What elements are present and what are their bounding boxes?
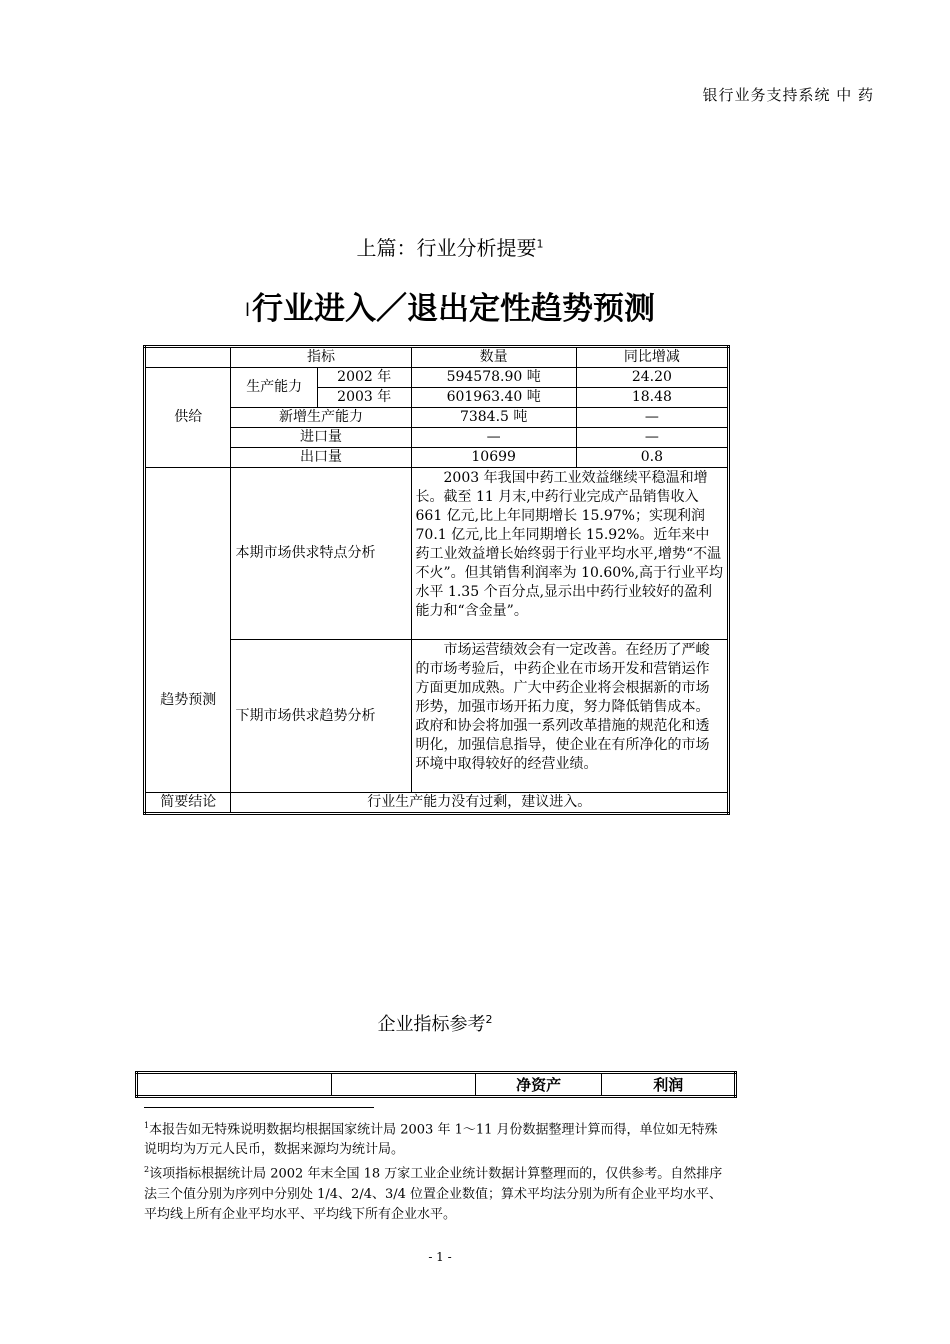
next-analysis-label: 下期市场供求趋势分析	[231, 640, 411, 793]
footnote-number: 1	[144, 1121, 150, 1130]
title-marker: l	[244, 300, 250, 321]
enterprise-indicator-table	[135, 1071, 737, 1098]
export-label: 出口量	[231, 448, 411, 468]
year-cell: 2003 年	[317, 388, 411, 408]
capacity-label: 生产能力	[231, 368, 317, 408]
header-quantity: 数量	[411, 347, 576, 368]
new-capacity-label: 新增生产能力	[231, 408, 411, 428]
section-title-text: 企业指标参考	[377, 1014, 486, 1035]
table-header-row	[145, 347, 729, 368]
header-net-assets: 净资产	[475, 1073, 601, 1097]
footnote-number: 2	[144, 1165, 150, 1175]
footnote-text: 该项指标根据统计局 2002 年末全国 18 万家工业企业统计数据计算整理而的，仅供参考。自然排序法三个值分别为序列中分别处 1/4、2/4、3/4 位置企业数值；算术平均法分别为所有企业平均水平、平均线上所有企业平均水平、平均线下所有企业水平。	[144, 1166, 723, 1222]
current-analysis-text: 2003 年我国中药工业效益继续平稳温和增长。截至 11 月末,中药行业完成产品销售收入 661 亿元,比上年同期增长 15.97%；实现利润 70.1 亿元,比上年同期增长 15.92%。近年来中药工业效益增长始终弱于行业平均水平,增势“不温不火”。但其销售利润率为 10.60%,高于行业平均水平 1.35 个百分点,显示出中药行业较好的盈利能力和“含金量”。	[411, 468, 729, 640]
quantity-cell: 7384.5 吨	[411, 408, 576, 428]
quantity-cell: 601963.40 吨	[411, 388, 576, 408]
yoy-cell: —	[576, 408, 728, 428]
part-title	[0, 232, 900, 261]
next-analysis-text: 市场运营绩效会有一定改善。在经历了严峻的市场考验后，中药企业在市场开发和营销运作方面更加成熟。广大中药企业将会根据新的市场形势，加强市场开拓力度，努力降低销售成本。政府和协会将加强一系列改革措施的规范化和透明化，加强信息指导，使企业在有所净化的市场环境中取得较好的经营业绩。	[411, 640, 729, 793]
table-header-row	[137, 1073, 736, 1097]
part-title-text: 上篇：行业分析提要	[356, 236, 537, 260]
header-yoy: 同比增减	[576, 347, 728, 368]
table-row	[145, 793, 729, 814]
header-blank	[145, 347, 231, 368]
footnote-separator	[144, 1107, 374, 1108]
table-row	[145, 448, 729, 468]
supply-label: 供给	[145, 368, 231, 468]
footnote-ref-2: 2	[485, 1013, 493, 1026]
header-profit: 利润	[602, 1073, 736, 1097]
table-row	[145, 428, 729, 448]
year-cell: 2002 年	[317, 368, 411, 388]
header-cell	[137, 1073, 332, 1097]
conclusion-text: 行业生产能力没有过剩，建议进入。	[231, 793, 729, 814]
main-title-text: 行业进入／退出定性趋势预测	[252, 291, 655, 327]
quantity-cell: 10699	[411, 448, 576, 468]
yoy-cell: 0.8	[576, 448, 728, 468]
header-cell	[332, 1073, 476, 1097]
section-title	[0, 1010, 870, 1036]
yoy-cell: 18.48	[576, 388, 728, 408]
footnote-text: 本报告如无特殊说明数据均根据国家统计局 2003 年 1～11 月份数据整理计算而得，单位如无特殊说明均为万元人民币，数据来源均为统计局。	[144, 1122, 718, 1158]
quantity-cell: 594578.90 吨	[411, 368, 576, 388]
quantity-cell: —	[411, 428, 576, 448]
table-row	[145, 640, 729, 793]
table-row	[145, 408, 729, 428]
footnote-2	[144, 1160, 730, 1224]
page-number: - 1 -	[428, 1250, 452, 1264]
table-row	[145, 368, 729, 388]
footnote-ref-1: 1	[536, 237, 544, 251]
footnotes	[144, 1116, 730, 1225]
table-row	[145, 468, 729, 640]
header-indicator: 指标	[231, 347, 411, 368]
main-title	[0, 283, 900, 328]
header-system-title: 银行业务支持系统 中 药	[702, 86, 874, 104]
conclusion-label: 简要结论	[145, 793, 231, 814]
yoy-cell: —	[576, 428, 728, 448]
footnote-1	[144, 1116, 730, 1160]
trend-label: 趋势预测	[145, 468, 231, 793]
yoy-cell: 24.20	[576, 368, 728, 388]
trend-forecast-table	[143, 345, 730, 815]
import-label: 进口量	[231, 428, 411, 448]
current-analysis-label: 本期市场供求特点分析	[231, 468, 411, 640]
